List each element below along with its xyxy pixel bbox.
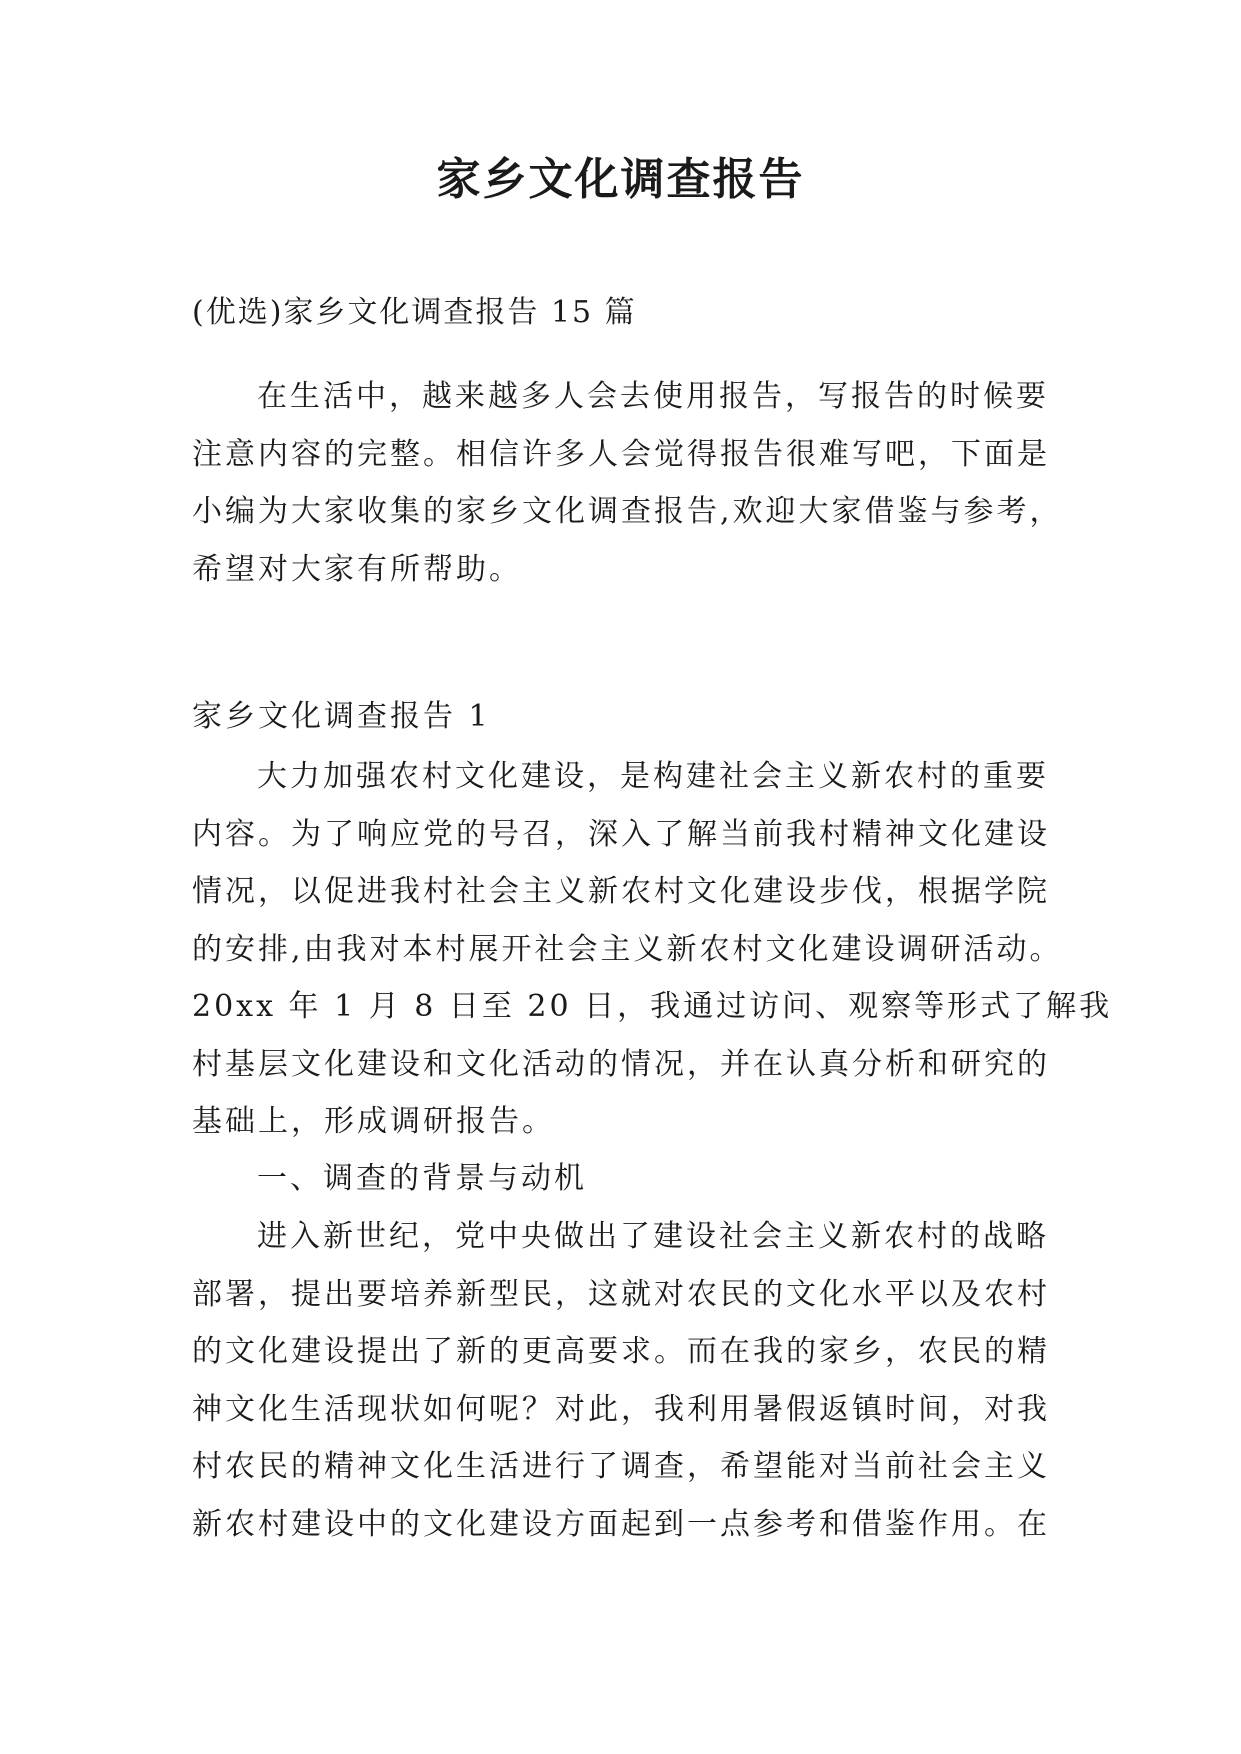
body-line: 大力加强农村文化建设，是构建社会主义新农村的重要	[257, 759, 1049, 794]
intro-line: 在生活中，越来越多人会去使用报告，写报告的时候要	[257, 379, 1049, 414]
body-line: 神文化生活现状如何呢？对此，我利用暑假返镇时间，对我	[192, 1391, 1050, 1427]
body-line: 部署，提出要培养新型民，这就对农民的文化水平以及农村	[192, 1276, 1050, 1312]
document-title: 家乡文化调查报告	[436, 154, 805, 205]
body-line: 村基层文化建设和文化活动的情况，并在认真分析和研究的	[192, 1046, 1050, 1082]
body-line: 的文化建设提出了新的更高要求。而在我的家乡，农民的精	[192, 1334, 1050, 1369]
section-heading: 家乡文化调查报告 1	[192, 699, 491, 734]
body-line: 基础上，形成调研报告。	[192, 1104, 555, 1139]
document-subtitle: (优选)家乡文化调查报告 15 篇	[192, 295, 637, 330]
body-line: 20xx 年 1 月 8 日至 20 日，我通过访问、观察等形式了解我	[192, 989, 1113, 1024]
intro-paragraph	[192, 368, 1063, 598]
section2-paragraph	[192, 1208, 1052, 1553]
section1-paragraph	[192, 748, 1113, 1151]
intro-line: 注意内容的完整。相信许多人会觉得报告很难写吧，下面是	[192, 436, 1050, 472]
body-line: 的安排,由我对本村展开社会主义新农村文化建设调研活动。	[192, 931, 1063, 967]
body-line: 进入新世纪，党中央做出了建设社会主义新农村的战略	[257, 1219, 1049, 1254]
intro-line: 希望对大家有所帮助。	[192, 551, 522, 587]
body-line: 内容。为了响应党的号召，深入了解当前我村精神文化建设	[192, 816, 1050, 852]
body-line: 村农民的精神文化生活进行了调查，希望能对当前社会主义	[192, 1449, 1050, 1484]
intro-line: 小编为大家收集的家乡文化调查报告,欢迎大家借鉴与参考，	[192, 494, 1063, 529]
subsection-heading: 一、调查的背景与动机	[257, 1161, 587, 1196]
body-line: 情况，以促进我村社会主义新农村文化建设步伐，根据学院	[192, 874, 1050, 909]
body-line: 新农村建设中的文化建设方面起到一点参考和借鉴作用。在	[192, 1506, 1050, 1542]
